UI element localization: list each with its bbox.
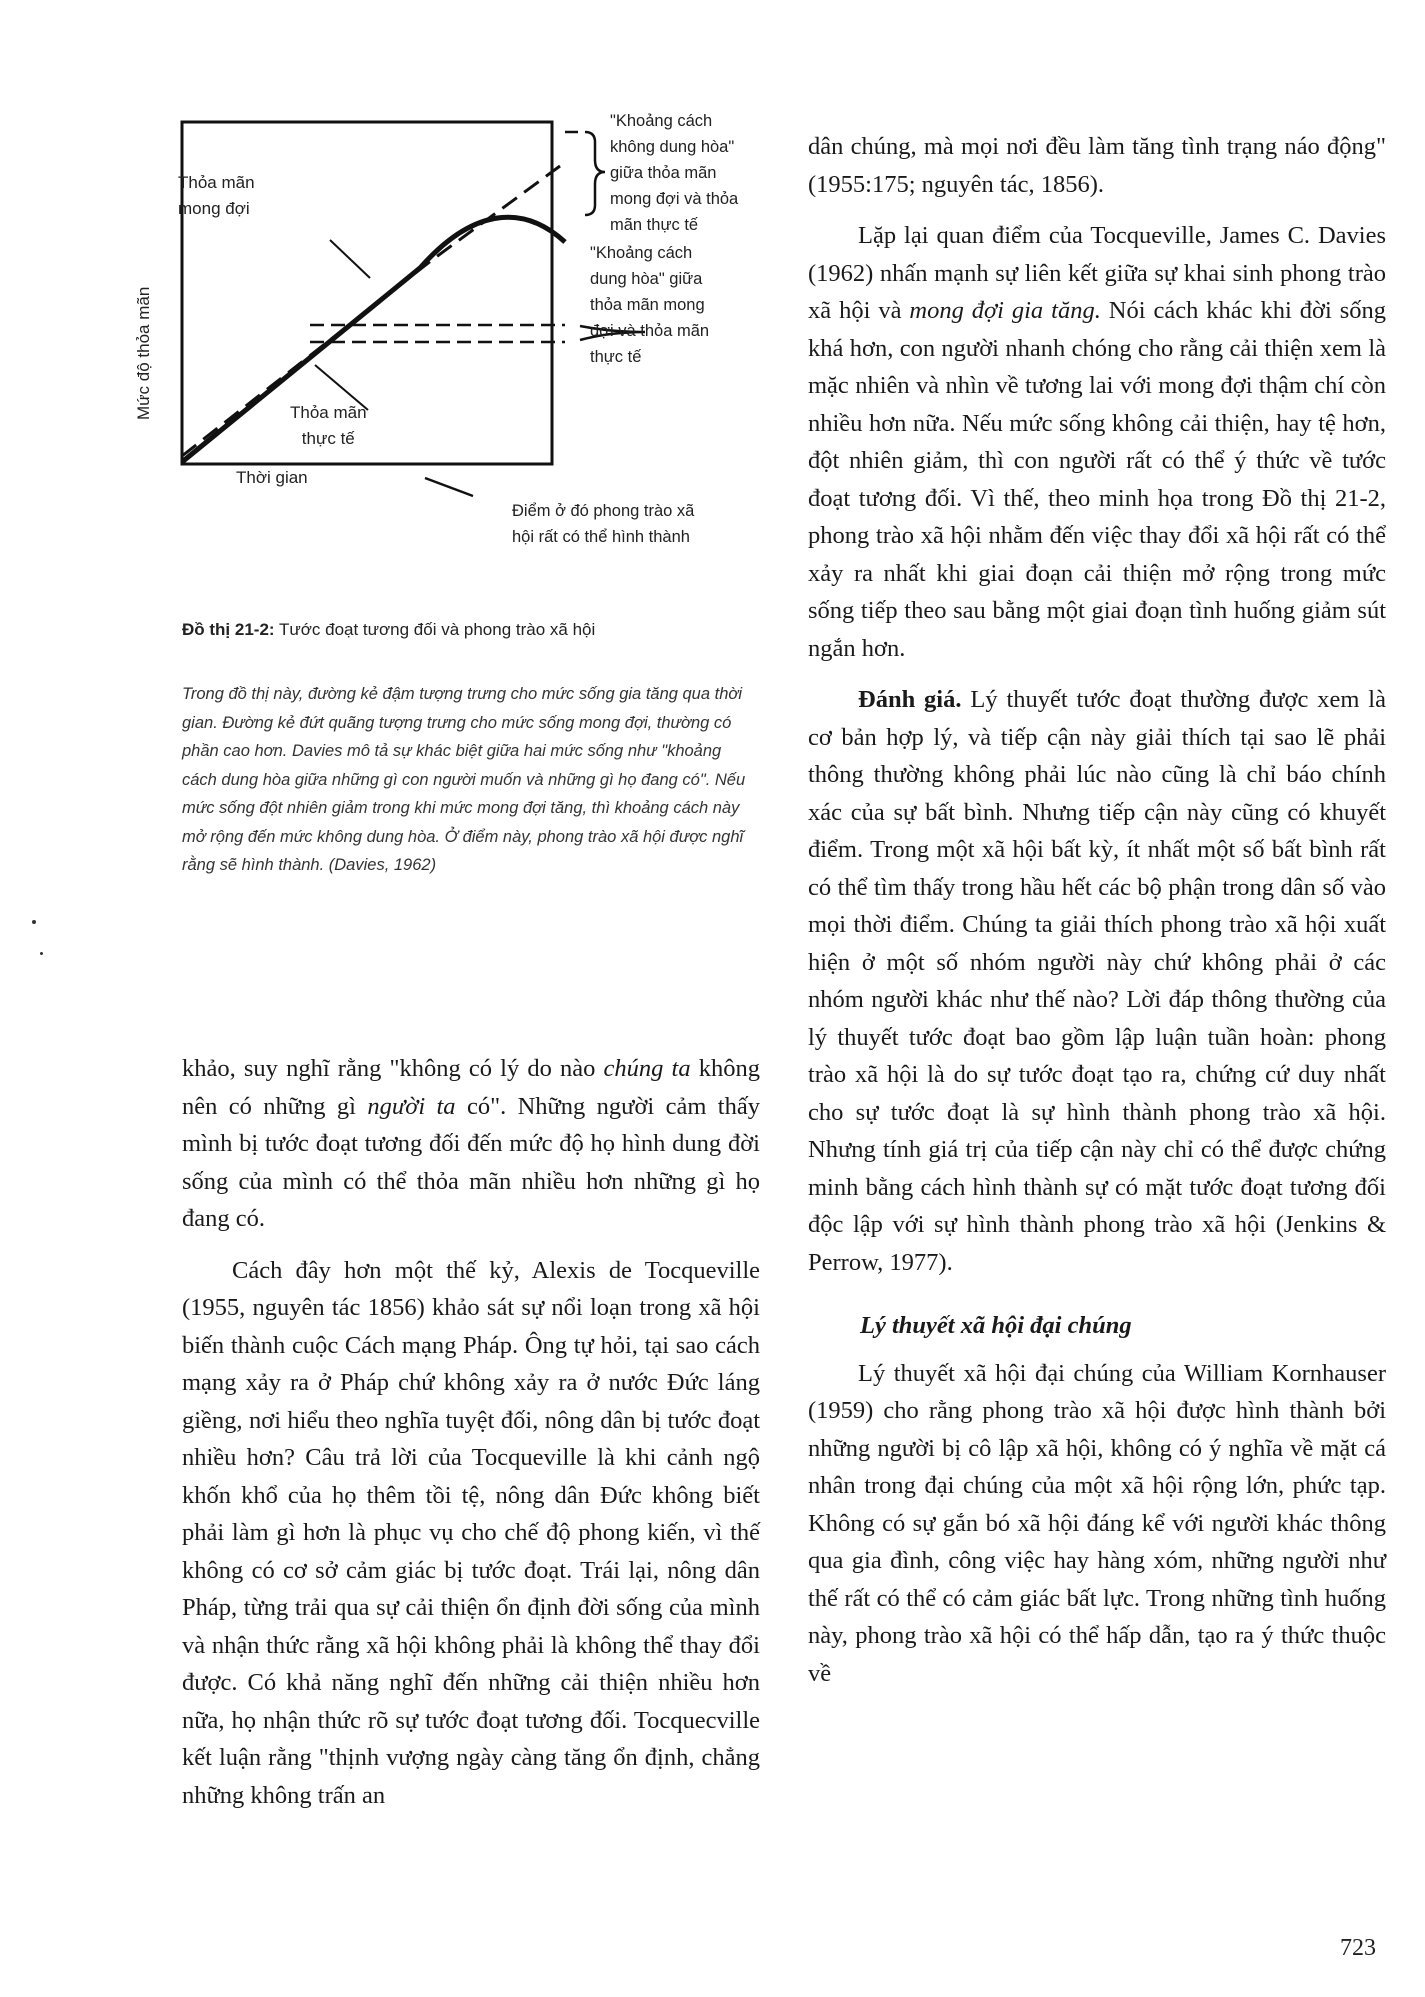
label-expected: Thỏa mãn mong đợi xyxy=(178,173,255,218)
brace-intolerable xyxy=(585,132,605,215)
paragraph: Lặp lại quan điểm của Tocqueville, James C. Davies (1962) nhấn mạnh sự liên kết giữa sự khai sinh phong trào xã hội và mong đợi gia tăng. Nói cách khác khi đời sống khá hơn, con người nhanh chóng cho rằng cải thiện xem là mặc nhiên và nhìn về tương lai với mong đợi thậm chí còn nhiều hơn nữa. Nếu mức sống không cải thiện, hay tệ hơn, đột nhiên giảm, thì con người rất có thể ý thức về tước đoạt tương đối. Vì thế, theo minh họa trong Đồ thị 21-2, phong trào xã hội nhằm đến việc thay đổi xã hội rất có thể xảy ra nhất khi giai đoạn cải thiện mở rộng trong mức sống tiếp theo sau bằng một giai đoạn tình huống giảm sút ngắn hơn. xyxy=(808,222,1386,662)
point-label xyxy=(512,498,694,550)
figure-diagram xyxy=(134,100,780,620)
label-line: thỏa mãn mong xyxy=(590,296,705,314)
label-line: giữa thỏa mãn xyxy=(610,164,717,182)
gap-tolerable-label xyxy=(590,240,709,370)
label-line: mãn thực tế xyxy=(610,216,699,234)
label-line: mong đợi và thỏa xyxy=(610,190,739,208)
label-line: thực tế xyxy=(590,348,642,366)
label-line: "Khoảng cách xyxy=(590,244,693,262)
paragraph: Cách đây hơn một thế kỷ, Alexis de Tocqueville (1955, nguyên tác 1856) khảo sát sự nổi loạn trong xã hội biến thành cuộc Cách mạng Pháp. Ông tự hỏi, tại sao cách mạng xảy ra ở Pháp chứ không xảy ra ở nước Đức láng giềng, nơi hiểu theo nghĩa tuyệt đối, nông dân bị tước đoạt nhiều hơn? Câu trả lời của Tocqueville là khi cảnh ngộ khốn khổ của họ thêm tồi tệ, nông dân Đức không biết phải làm gì hơn là phục vụ cho chế độ phong kiến, vì thế không có cơ sở cảm giác bị tước đoạt. Trái lại, nông dân Pháp, từng trải qua sự cải thiện ổn định đời sống của mình và nhận thức rằng xã hội không phải là không thể thay đổi được. Có khả năng nghĩ đến những cải thiện nhiều hơn nữa, họ nhận thức rõ sự tước đoạt tương đối. Tocquecville kết luận rằng "thịnh vượng ngày càng tăng ổn định, chẳng những không trấn an xyxy=(182,1256,760,1809)
paragraph: Đánh giá. Lý thuyết tước đoạt thường được xem là cơ bản hợp lý, và tiếp cận này giải thích tại sao lẽ phải thông thường không phải lúc nào cũng là chỉ báo chính xác của sự bất bình. Nhưng tiếp cận này cũng có khuyết điểm. Trong một xã hội bất kỳ, ít nhất một số bất bình rất có thể tìm thấy trong hầu hết các bộ phận trong dân số vào mọi thời điểm. Chúng ta giải thích phong trào xã hội xuất hiện ở một số nhóm người này chứ không phải ở các nhóm người khác như thế nào? Lời đáp thông thường của lý thuyết tước đoạt bao gồm lập luận tuần hoàn: phong trào xã hội là do sự tước đoạt tạo ra, chứng cứ duy nhất cho sự tước đoạt là sự hình thành phong trào xã hội. Nhưng tính giá trị của tiếp cận này chỉ có thể được chứng minh bằng cách hình thành sự có mặt tước đoạt tương đối độc lập với sự hình thành phong trào xã hội (Jenkins & Perrow, 1977). xyxy=(808,686,1386,1276)
paragraph: Lý thuyết xã hội đại chúng của William Kornhauser (1959) cho rằng phong trào xã hội được hình thành bởi những người bị cô lập xã hội, không có ý nghĩa về mặt cá nhân trong đại chúng của một xã hội rộng lớn, phức tạp. Không có sự gắn bó xã hội đáng kể với người khác thông qua gia đình, công việc hay hàng xóm, những người như thế rất có thể có cảm giác bất lực. Trong những tình huống này, phong trào xã hội có thể hấp dẫn, tạo ra ý thức thuộc về xyxy=(808,1359,1386,1687)
label-line: không dung hòa" xyxy=(610,138,735,156)
paragraph: khảo, suy nghĩ rằng "không có lý do nào chúng ta không nên có những gì người ta có". Những người cảm thấy mình bị tước đoạt tương đối đến mức độ họ hình dung đời sống của mình có thể thỏa mãn nhiều hơn những gì họ đang có. xyxy=(182,1055,761,1232)
x-axis-label: Thời gian xyxy=(236,468,308,487)
figure-caption-title: Đồ thị 21-2: Tước đoạt tương đối và phong trào xã hội xyxy=(182,620,596,639)
label-actual: Thỏa mãn thực tế xyxy=(290,403,367,448)
right-column xyxy=(808,128,1386,1692)
figure-caption-body: Trong đồ thị này, đường kẻ đậm tượng trưng cho mức sống gia tăng qua thời gian. Đường kẻ đứt quãng tượng trưng cho mức sống mong đợi, thường có phần cao hơn. Davies mô tả sự khác biệt giữa hai mức sống như "khoảng cách dung hòa giữa những gì con người muốn và những gì họ đang có". Nếu mức sống đột nhiên giảm trong khi mức mong đợi tăng, thì khoảng cách này mở rộng đến mức không dung hòa. Ở điểm này, phong trào xã hội được nghĩ rằng sẽ hình thành. (Davies, 1962) xyxy=(182,685,746,874)
label-line: Điểm ở đó phong trào xã xyxy=(512,502,695,520)
label-line: "Khoảng cách xyxy=(610,112,713,130)
label-line: đợi và thỏa mãn xyxy=(590,322,710,340)
paragraph: dân chúng, mà mọi nơi đều làm tăng tình trạng náo động" (1955:175; nguyên tác, 1856). xyxy=(808,133,1386,198)
pointer-expected xyxy=(330,240,370,278)
section-heading: Lý thuyết xã hội đại chúng xyxy=(860,1312,1132,1339)
label-line: dung hòa" giữa xyxy=(590,270,703,288)
left-column xyxy=(182,1050,760,1814)
actual-satisfaction-line xyxy=(182,217,565,462)
gap-intolerable-label xyxy=(610,108,738,238)
label-line: hội rất có thể hình thành xyxy=(512,528,690,546)
page-number: 723 xyxy=(1340,1935,1376,1961)
pointer-point xyxy=(425,478,473,496)
y-axis-label: Mức độ thỏa mãn xyxy=(134,286,153,420)
